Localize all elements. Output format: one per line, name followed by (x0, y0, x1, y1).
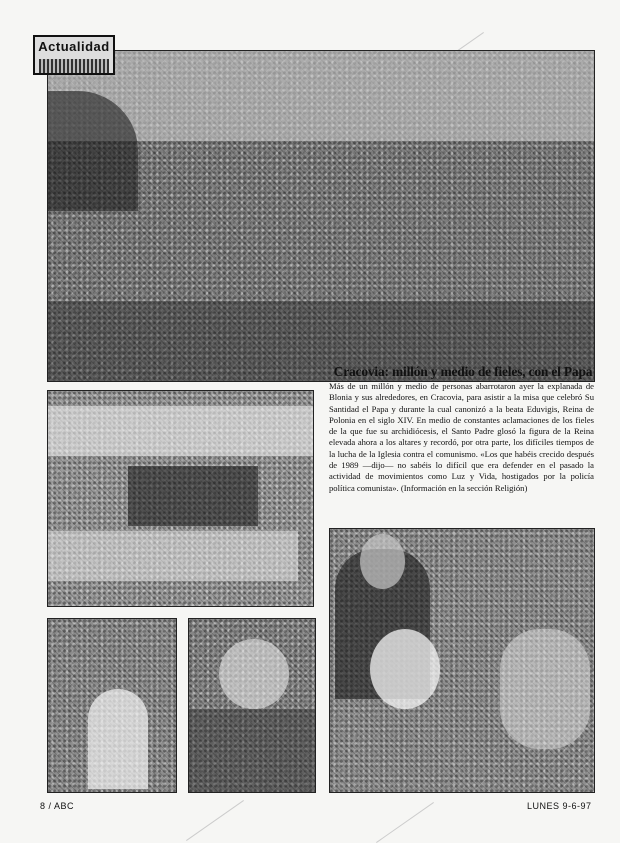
pope-white-cap (370, 629, 440, 709)
right-figure (500, 629, 590, 749)
pope-greeting-photo (329, 528, 595, 793)
banner-photo (47, 390, 314, 607)
watermark-line (186, 800, 244, 841)
page-date: LUNES 9-6-97 (527, 801, 592, 811)
banner-cloth (47, 406, 314, 456)
pope-photo-left (47, 618, 177, 793)
pope-figure (88, 689, 148, 789)
side-credit-mark (28, 740, 36, 804)
watermark-line (376, 802, 434, 843)
figure-head (219, 639, 289, 709)
banner-stripe (128, 466, 258, 526)
article-headline: Cracovia: millón y medio de fieles, con el Papa (333, 364, 593, 379)
section-logo (33, 35, 115, 75)
pope-photo-center (188, 618, 316, 793)
man-head (360, 534, 405, 589)
figure-robe (189, 709, 316, 793)
section-logo-pattern (39, 59, 109, 73)
article-body: Más de un millón y medio de personas abarrotaron ayer la explanada de Blonia y sus alrededores, en Cracovia, para asistir a la misa que celebró Su Santidad el Papa y durante la cual canonizó a la beata Eduvigis, Reina de Polonia en el siglo XIV. En medio de constantes aclamaciones de los fieles de la que fue su archidiócesis, el Santo Padre glosó la figura de la Reina elevada ahora a los altares y recordó, por otra parte, los difíciles tiempos de la lucha de la Iglesia contra el comunismo. «Los que habéis crecido después de 1989 —dijo— no sabéis lo difícil que era defender en el pasado la actividad de movimientos como Luz y Vida, hostigados por la policía política comunista». (Información en la sección Religión) (329, 381, 594, 493)
banner-bottom-cloth (48, 531, 298, 581)
section-logo-text: Actualidad (38, 39, 110, 54)
page-folio: 8 / ABC (40, 801, 75, 811)
crowd-photo (47, 50, 595, 382)
